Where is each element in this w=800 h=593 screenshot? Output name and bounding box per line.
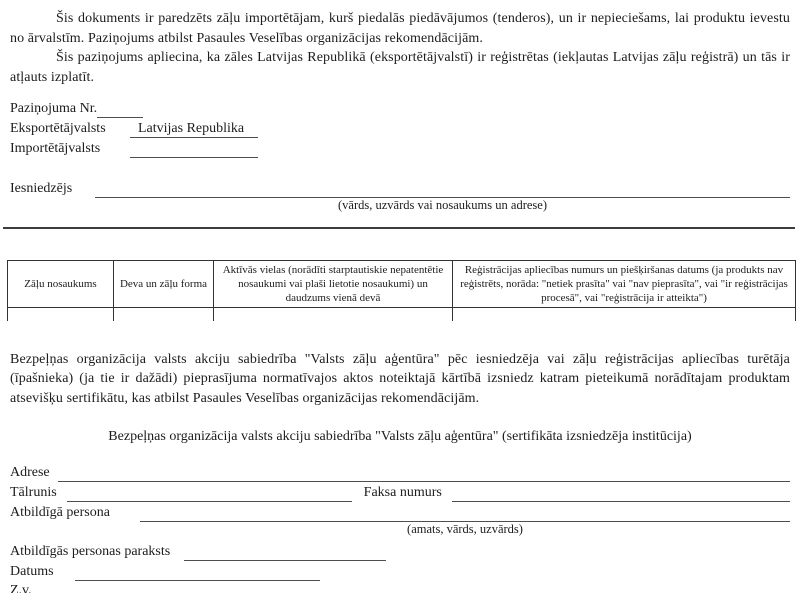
paragraph-intro-1: Šis dokuments ir paredzēts zāļu importētājam, kurš piedalās piedāvājumos (tenderos), un ir nepieciešams, lai produktu ievestu no ārvalstīm. Paziņojums atbilst Pasaules Veselības organizācijas rekomendācijām. bbox=[10, 11, 790, 46]
phone-line bbox=[67, 485, 352, 502]
fax-label: Faksa numurs bbox=[363, 485, 442, 500]
address-row bbox=[10, 462, 790, 482]
column-header-registration-certificate: Reģistrācijas apliecības numurs un piešķiršanas datums (ja produkts nav reģistrēts, norāda: "netiek prasīta" vai "nav pieprasīta", vai "ir reģistrācijas procesā", vai "reģistrācija ir atteikta") bbox=[453, 261, 796, 308]
column-header-medicine-name: Zāļu nosaukums bbox=[8, 261, 114, 308]
cell-dose-form bbox=[114, 308, 214, 321]
exporter-country-row bbox=[10, 118, 790, 138]
importer-country-line bbox=[130, 141, 258, 158]
notice-number-label: Paziņojuma Nr. bbox=[10, 101, 98, 116]
column-header-active-substances: Aktīvās vielas (norādīti starptautiskie nepatentētie nosaukumi vai plaši lietotie nosaukumi) un daudzums vienā devā bbox=[214, 261, 453, 308]
submitter-hint: (vārds, uzvārds vai nosaukums un adrese) bbox=[338, 198, 547, 212]
medicines-table-header-row bbox=[8, 261, 796, 308]
submitter-label: Iesniedzējs bbox=[10, 181, 73, 196]
address-line bbox=[58, 465, 790, 482]
seal-placeholder-label: Z.v. bbox=[10, 583, 32, 593]
address-label: Adrese bbox=[10, 465, 50, 480]
signature-row bbox=[10, 541, 790, 561]
signature-line bbox=[184, 544, 386, 561]
submitter-row bbox=[10, 178, 790, 198]
notice-number-line bbox=[97, 101, 143, 118]
exporter-country-line: Latvijas Republika bbox=[130, 121, 258, 138]
responsible-person-label: Atbildīgā persona bbox=[10, 505, 110, 520]
medicines-table-empty-row bbox=[8, 308, 796, 321]
importer-country-label: Importētājvalsts bbox=[10, 141, 101, 156]
notice-number-row bbox=[10, 98, 790, 118]
date-line bbox=[75, 564, 320, 581]
phone-label: Tālrunis bbox=[10, 485, 57, 500]
responsible-person-hint: (amats, vārds, uzvārds) bbox=[407, 522, 523, 536]
date-label: Datums bbox=[10, 564, 54, 579]
section-divider-line bbox=[3, 227, 795, 229]
exporter-country-label: Eksportētājvalsts bbox=[10, 121, 106, 136]
cell-registration-certificate bbox=[453, 308, 796, 321]
medicines-table bbox=[7, 260, 796, 321]
importer-country-row bbox=[10, 138, 790, 158]
submitter-line bbox=[95, 181, 790, 198]
contact-section bbox=[10, 462, 790, 593]
phone-fax-row bbox=[10, 482, 790, 502]
issuer-institution-line: Bezpeļņas organizācija valsts akciju sabiedrība "Valsts zāļu aģentūra" (sertifikāta izsniedzēja institūcija) bbox=[108, 429, 692, 444]
cell-active-substances bbox=[214, 308, 453, 321]
responsible-person-line bbox=[140, 505, 790, 522]
header-fields bbox=[10, 98, 790, 158]
fax-line bbox=[452, 485, 790, 502]
responsible-person-row bbox=[10, 502, 790, 522]
paragraph-intro-2: Šis paziņojums apliecina, ka zāles Latvijas Republikā (eksportētājvalstī) ir reģistrētas (iekļautas Latvijas zāļu reģistrā) un tās ir atļauts izplatīt. bbox=[10, 50, 790, 85]
date-row bbox=[10, 561, 790, 581]
column-header-dose-form: Deva un zāļu forma bbox=[114, 261, 214, 308]
paragraph-agency: Bezpeļņas organizācija valsts akciju sabiedrība "Valsts zāļu aģentūra" pēc iesniedzēja vai zāļu reģistrācijas apliecības turētāja (īpašnieka) (ja tie ir dažādi) pieprasījuma normatīvajos aktos noteiktajā kārtībā izsniedz katram pieteikumā norādītajam produktam atsevišķu sertifikātu, kas atbilst Pasaules Veselības organizācijas rekomendācijām. bbox=[10, 351, 790, 406]
signature-label: Atbildīgās personas paraksts bbox=[10, 544, 171, 559]
cell-medicine-name bbox=[8, 308, 114, 321]
